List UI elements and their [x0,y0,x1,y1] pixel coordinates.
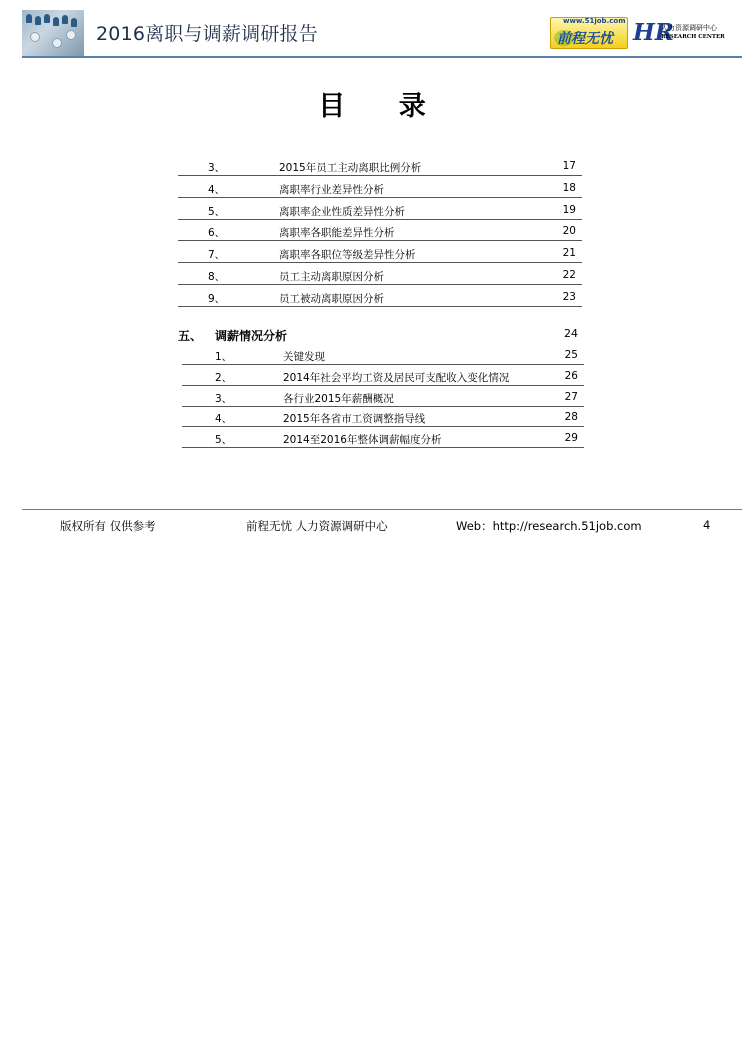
toc-entry-number: 5、 [208,205,226,218]
toc-entry-divider [178,219,582,220]
toc-entry-number: 2、 [215,371,233,384]
logo-name: 前程无忧 [557,31,613,47]
toc-entry[interactable] [182,428,584,448]
toc-entry-page: 23 [562,290,576,303]
toc-entry-page: 28 [564,411,578,424]
toc-entry-number: 3、 [208,162,226,174]
toc-entry-page: 17 [562,160,576,172]
toc-entry-number: 9、 [208,292,226,305]
toc-entry[interactable] [182,387,584,407]
toc-entry-number: 1、 [215,351,233,363]
header-divider [22,56,742,58]
report-title: 2016离职与调薪调研报告 [96,23,318,45]
toc-entry-divider [178,240,582,241]
footer-web-link[interactable]: Web：http://research.51job.com [456,519,642,533]
toc-entry-title: 员工主动离职原因分析 [279,271,384,283]
toc-entry-number: 6、 [208,227,226,240]
footer-divider [22,509,742,510]
toc-entry-title: 离职率各职能差异性分析 [279,227,395,240]
toc-entry-divider [182,447,584,448]
toc-entry-page: 27 [564,390,578,403]
toc-entry-page: 25 [564,349,578,361]
toc-entry-title: 离职率各职位等级差异性分析 [279,249,416,262]
toc-entry-number: 8、 [208,271,226,283]
toc-entry-title: 关键发现 [283,351,325,363]
toc-entry[interactable] [178,221,582,241]
toc-entry[interactable] [178,178,582,198]
toc-entry-page: 20 [562,225,576,238]
hr-logo-en: RESEARCH CENTER [661,34,725,40]
toc-entry-title: 2014年社会平均工资及居民可支配收入变化情况 [283,371,510,384]
toc-entry[interactable] [182,366,584,386]
hr-logo-cn: 人力资源调研中心 [661,24,717,32]
toc-entry-page: 22 [562,269,576,281]
toc-entry-number: 5、 [215,434,233,447]
toc-entry-number: 4、 [215,413,233,426]
toc-entry[interactable] [182,407,584,427]
toc-entry-title: 离职率行业差异性分析 [279,183,384,196]
toc-entry[interactable] [178,200,582,220]
toc-entry-page: 21 [562,247,576,260]
toc-entry-page: 18 [562,181,576,194]
section-number: 五、 [178,329,203,343]
toc-entry-page: 26 [564,369,578,382]
toc-entry[interactable] [182,345,584,365]
toc-entry-title: 各行业2015年薪酬概况 [283,392,394,405]
toc-entry-title: 2015年各省市工资调整指导线 [283,413,426,426]
footer-center: 前程无忧 人力资源调研中心 [246,519,388,533]
footer-page-number: 4 [703,518,711,532]
footer-copyright: 版权所有 仅供参考 [60,519,156,533]
toc-entry[interactable] [178,287,582,307]
toc-entry-title: 2014至2016年整体调薪幅度分析 [283,434,442,447]
toc-entry-divider [178,262,582,263]
hr-research-center-logo [633,19,723,47]
toc-entry-divider [178,197,582,198]
toc-entry-title: 员工被动离职原因分析 [279,292,384,305]
toc-entry-page: 29 [564,432,578,445]
51job-logo [550,17,628,49]
hr-mark: HR [633,19,674,46]
toc-entry[interactable] [178,156,582,176]
toc-entry[interactable] [178,265,582,285]
toc-section-heading[interactable] [178,324,582,346]
toc-entry-number: 3、 [215,392,233,405]
toc-entry-divider [178,175,582,176]
toc-entry-number: 7、 [208,249,226,262]
toc-entry-title: 离职率企业性质差异性分析 [279,205,405,218]
toc-entry-divider [178,284,582,285]
section-page: 24 [564,327,578,340]
section-title: 调薪情况分析 [215,329,288,343]
toc-entry-page: 19 [562,203,576,216]
toc-entry[interactable] [178,243,582,263]
toc-entry-divider [178,306,582,307]
toc-entry-title: 2015年员工主动离职比例分析 [279,162,422,174]
logo-url: www.51job.com [563,17,626,25]
header-banner-image [22,10,84,56]
toc-heading: 目 录 [318,91,448,122]
toc-entry-number: 4、 [208,183,226,196]
